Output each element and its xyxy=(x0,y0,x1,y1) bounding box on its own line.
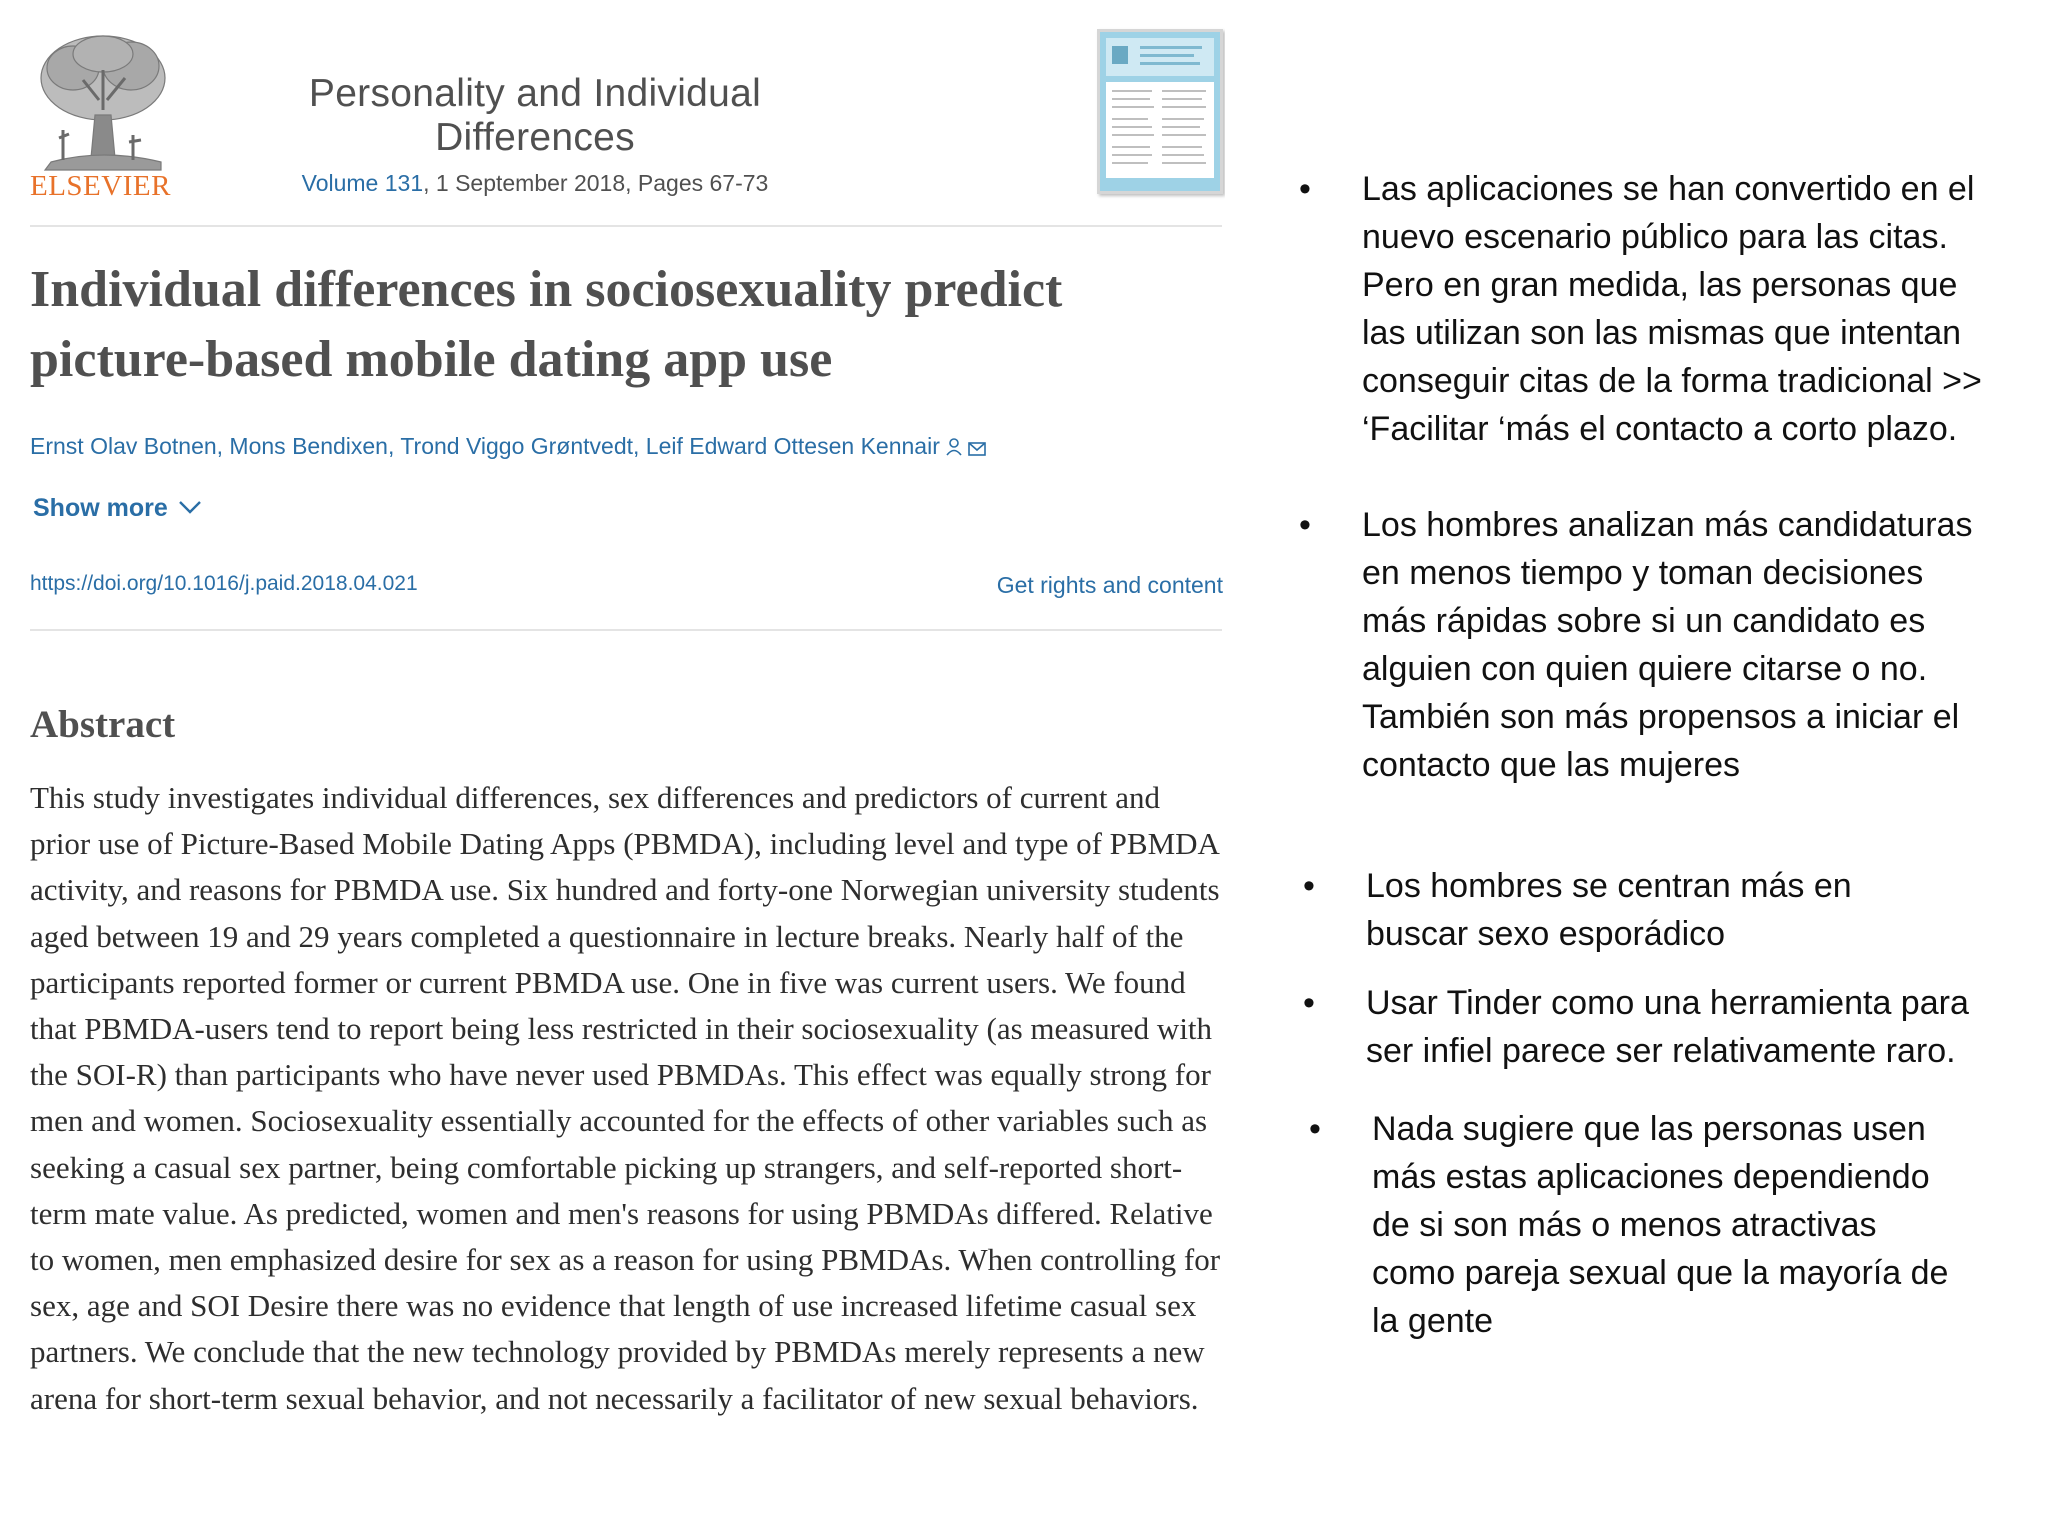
note-item xyxy=(1294,862,1914,958)
note-text: Usar Tinder como una herramienta para ser infiel parece ser relativamente raro. xyxy=(1366,984,1969,1070)
note-text: Los hombres analizan más candidaturas en menos tiempo y toman decisiones más rápidas sobre si un candidato es alguien con quien quiere citarse o no. También son más propensos a iniciar el contacto que las mujeres xyxy=(1362,506,1973,784)
show-more-button[interactable] xyxy=(33,492,202,523)
doi-link[interactable]: https://doi.org/10.1016/j.paid.2018.04.021 xyxy=(30,572,418,595)
elsevier-tree-logo-icon xyxy=(33,30,173,172)
bullet: • xyxy=(1303,984,1315,1022)
authors-text[interactable]: Ernst Olav Botnen, Mons Bendixen, Trond Viggo Grøntvedt, Leif Edward Ottesen Kennair xyxy=(30,433,940,459)
abstract-heading: Abstract xyxy=(30,703,176,746)
note-item xyxy=(1300,1105,1960,1345)
bullet: • xyxy=(1299,170,1311,208)
article-title: Individual differences in sociosexuality predict picture-based mobile dating app use xyxy=(30,261,1063,388)
issue-details: , 1 September 2018, Pages 67-73 xyxy=(423,170,769,196)
envelope-icon[interactable] xyxy=(968,435,986,462)
note-text: Los hombres se centran más en buscar sexo esporádico xyxy=(1366,867,1852,953)
journal-cover-thumbnail-icon[interactable] xyxy=(1097,29,1223,194)
journal-title[interactable]: Personality and Individual Differences xyxy=(308,72,762,159)
note-text: Nada sugiere que las personas usen más estas aplicaciones dependiendo de si son más o menos atractivas como pareja sexual que la mayoría de la gente xyxy=(1372,1110,1949,1340)
bullet: • xyxy=(1303,867,1315,905)
get-rights-link[interactable]: Get rights and content xyxy=(996,572,1223,598)
bullet: • xyxy=(1309,1110,1321,1148)
publisher-wordmark: ELSEVIER xyxy=(30,170,171,202)
divider xyxy=(30,629,1222,631)
abstract-text: This study investigates individual differences, sex differences and predictors of current and prior use of Picture-Based Mobile Dating Apps (PBMDA), including level and type of PBMDA activity, and reasons for PBMDA use. Six hundred and forty-one Norwegian university students aged between 19 and 29 years completed a questionnaire in lecture breaks. Nearly half of the participants reported former or current PBMDA use. One in five was current users. We found that PBMDA-users tend to report being less restricted in their sociosexuality (as measured with the SOI-R) than participants who have never used PBMDAs. This effect was equally strong for men and women. Sociosexuality essentially accounted for the effects of other variables such as seeking a casual sex partner, being comfortable picking up strangers, and self-reported short-term mate value. As predicted, women and men's reasons for using PBMDAs differed. Relative to women, men emphasized desire for sex as a reason for using PBMDAs. When controlling for sex, age and SOI Desire there was no evidence that length of use increased lifetime casual sex partners. We conclude that the new technology provided by PBMDAs merely represents a new arena for short-term sexual behavior, and not necessarily a facilitator of new sexual behaviors. xyxy=(30,780,1221,1416)
article-panel xyxy=(30,20,1225,1536)
person-icon xyxy=(946,435,962,462)
author-list[interactable] xyxy=(30,433,986,462)
show-more-label: Show more xyxy=(33,494,168,522)
chevron-down-icon xyxy=(178,492,202,521)
divider xyxy=(30,225,1222,227)
elsevier-logo[interactable] xyxy=(30,30,180,200)
bullet: • xyxy=(1299,506,1311,544)
note-item xyxy=(1290,165,2010,453)
note-item xyxy=(1294,979,2024,1075)
note-item xyxy=(1290,501,1990,789)
journal-header xyxy=(260,72,810,197)
volume-link[interactable]: Volume 131 xyxy=(301,170,424,196)
journal-issue-info xyxy=(260,170,810,197)
note-text: Las aplicaciones se han convertido en el nuevo escenario público para las citas. Pero en gran medida, las personas que las utilizan son las mismas que intentan conseguir citas de la forma tradicional >> ‘Facilitar ‘más el contacto a corto plazo. xyxy=(1362,170,1982,448)
notes-list xyxy=(1290,0,2030,1536)
